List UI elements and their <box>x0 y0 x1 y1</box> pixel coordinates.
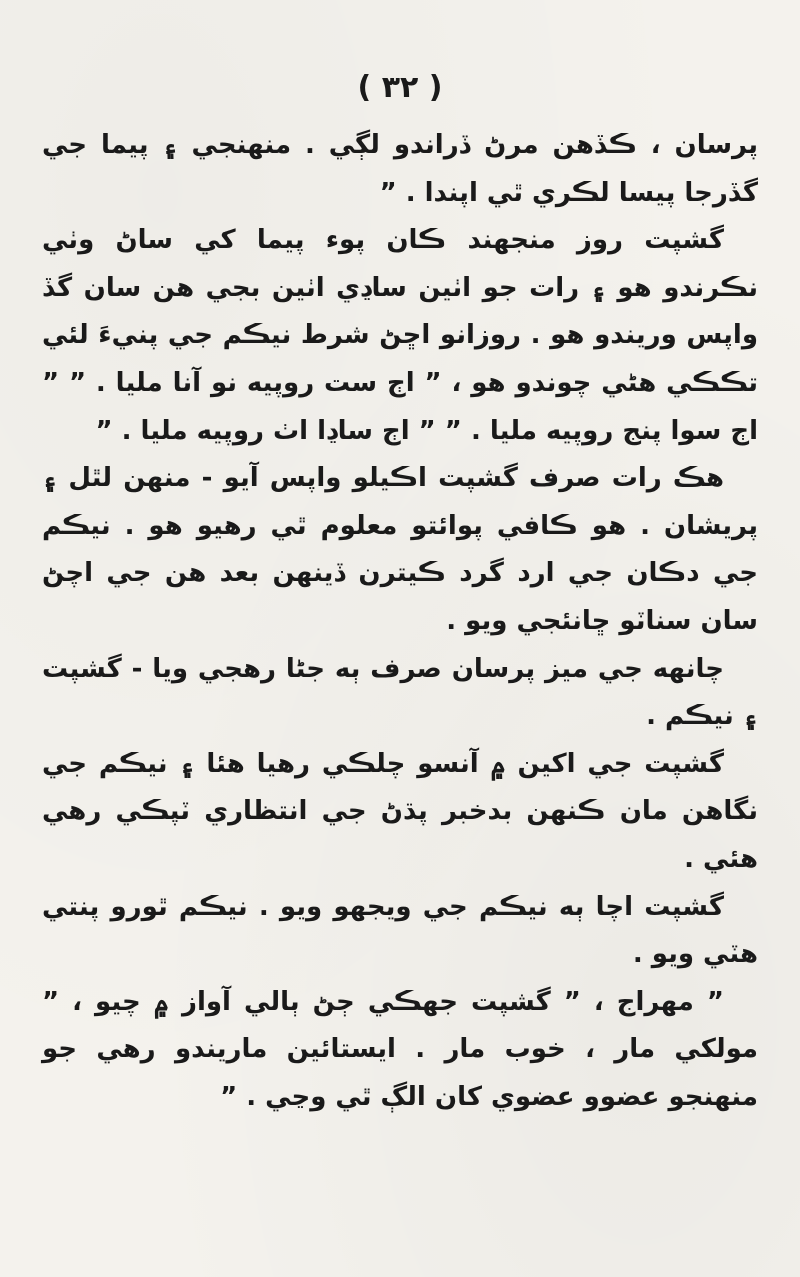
body-text <box>42 122 758 1121</box>
paragraph: هڪ رات صرف گشپت اڪيلو واپس آيو - منهن لٿل ۽ پريشان . هو ڪافي پوائتو معلوم ٿي رهيو هو . نيڪم جي دڪان جي ارد گرد ڪيترن ڏينهن بعد هن جي اچڻ سان سناٽو ڇانئجي ويو . <box>42 463 758 636</box>
paragraph: پرسان ، ڪڏهن مرڻ ڏراندو لڳي . منهنجي ۽ پيما جي گڏرجا پيسا لڪري ٿي اپندا . ” <box>42 130 758 208</box>
paragraph: گشپت روز منجهند ڪان پوء پيما کي ساڻ وٺي نڪرندو هو ۽ رات جو اٺين ساڍي اٺين بجي هن سان گڏ واپس وريندو هو . روزانو اڇڻ شرط نيڪم جي پنيءَ لئي تڪڪي هڻي چوندو هو ، ” اڄ ست روپيه نو آنا مليا . ” ” اڄ سوا پنج روپيه مليا . ” ” اڄ ساڍا اٺ روپيه مليا . ” <box>42 225 758 446</box>
page-number: ( ٣٢ ) <box>357 70 443 105</box>
paragraph: چانهه جي ميز پرسان صرف ٻه جڻا رهجي ويا - گشپت ۽ نيڪم . <box>42 653 758 732</box>
paragraph: گشپت جي اکين ۾ آنسو چلڪي رهيا هئا ۽ نيڪم جي نگاهن مان ڪنهن بدخبر پڌڻ جي انتظاري ٽپڪي رهي هئي . <box>42 748 758 874</box>
paragraph: گشپت اچا ٻه نيڪم جي ويجهو ويو . نيڪم ٿورو پنتي هٽي ويو . <box>42 891 758 970</box>
paragraph: ” مهراج ، ” گشپت جهڪي ڄڻ ٻالي آواز ۾ چيو ، ” مولکي مار ، خوب مار . ايستائين ماريندو رهي جو منهنجو عضوو عضوي کان الڳ ٿي وڃي . ” <box>42 986 758 1112</box>
